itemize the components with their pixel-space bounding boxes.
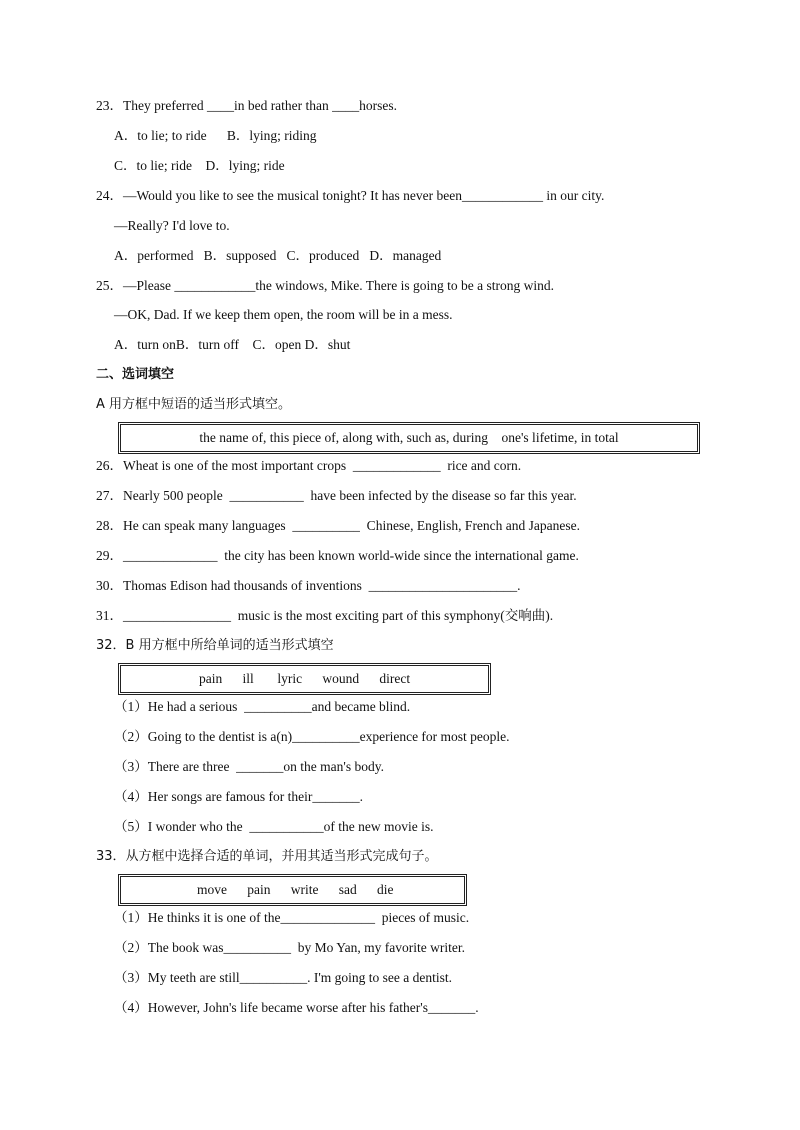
question-25-reply: —OK, Dad. If we keep them open, the room will be in a mess. — [114, 307, 453, 322]
question-25-stem: 25．—Please ____________the windows, Mike. There is going to be a strong wind. — [96, 278, 554, 293]
question-24-options: A．performed B．supposed C．produced D．managed — [114, 248, 442, 263]
question-32-item-2: （2）Going to the dentist is a(n)__________experience for most people. — [114, 729, 510, 744]
question-30: 30．Thomas Edison had thousands of inventions ______________________. — [96, 578, 521, 593]
question-33-item-2: （2）The book was__________ by Mo Yan, my favorite writer. — [114, 940, 465, 955]
question-24-reply: —Really? I'd love to. — [114, 218, 230, 233]
question-27: 27．Nearly 500 people ___________ have been infected by the disease so far this year. — [96, 488, 577, 503]
word-box-32 — [118, 663, 491, 695]
question-32-item-1: （1）He had a serious __________and became blind. — [114, 699, 411, 714]
section-2-title: 二、选词填空 — [96, 367, 175, 382]
question-23-options-cd: C．to lie; ride D．lying; ride — [114, 158, 285, 173]
question-32-instruction: 32．B 用方框中所给单词的适当形式填空 — [96, 638, 334, 653]
question-33-instruction: 33．从方框中选择合适的单词，并用其适当形式完成句子。 — [96, 849, 438, 864]
question-33-item-1: （1）He thinks it is one of the______________ pieces of music. — [114, 910, 470, 925]
word-box-32-text: pain ill lyric wound direct — [199, 671, 411, 686]
phrase-box — [118, 422, 700, 454]
question-32-item-5: （5）I wonder who the ___________of the new movie is. — [114, 819, 434, 834]
question-29: 29．______________ the city has been known world-wide since the international game. — [96, 548, 579, 563]
question-25-options: A．turn onB．turn off C．open D．shut — [114, 337, 351, 352]
word-box-33-text: move pain write sad die — [197, 882, 394, 897]
question-23-stem: 23．They preferred ____in bed rather than ____horses. — [96, 98, 398, 113]
question-32-item-4: （4）Her songs are famous for their_______. — [114, 789, 363, 804]
question-33-item-3: （3）My teeth are still__________. I'm going to see a dentist. — [114, 970, 453, 985]
phrase-box-text: the name of, this piece of, along with, such as, during one's lifetime, in total — [199, 430, 619, 445]
question-24-stem: 24．—Would you like to see the musical tonight? It has never been____________ in our city. — [96, 188, 605, 203]
question-33-item-4: （4）However, John's life became worse after his father's_______. — [114, 1000, 479, 1015]
question-32-item-3: （3）There are three _______on the man's body. — [114, 759, 384, 774]
part-a-instruction: A 用方框中短语的适当形式填空。 — [96, 397, 292, 412]
question-26: 26．Wheat is one of the most important crops _____________ rice and corn. — [96, 458, 522, 473]
word-box-33 — [118, 874, 467, 906]
question-28: 28．He can speak many languages __________ Chinese, English, French and Japanese. — [96, 518, 581, 533]
question-31: 31．________________ music is the most exciting part of this symphony(交响曲). — [96, 608, 554, 623]
question-23-options-ab: A．to lie; to ride B．lying; riding — [114, 128, 317, 143]
